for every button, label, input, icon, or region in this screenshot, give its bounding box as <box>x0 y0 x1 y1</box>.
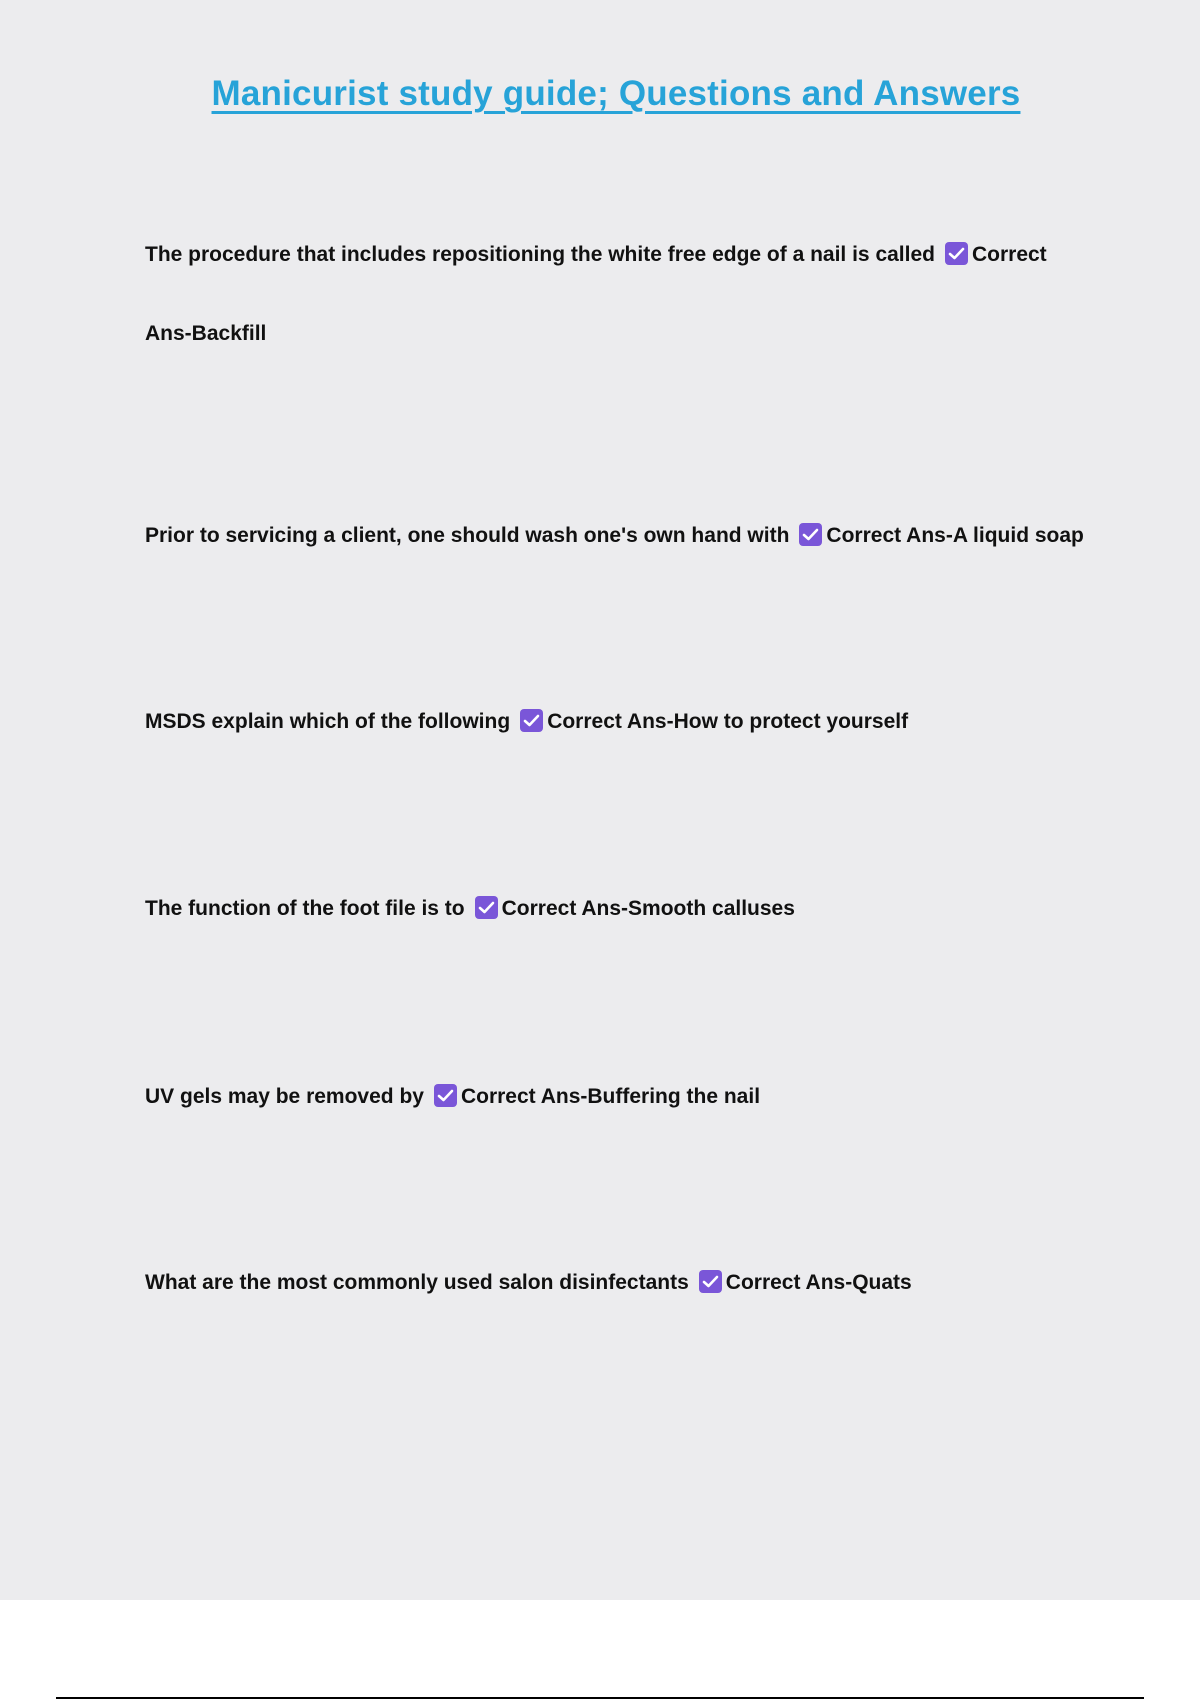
question-text: What are the most commonly used salon disinfectants <box>145 1271 689 1294</box>
qa-item <box>145 1058 1105 1136</box>
qa-line <box>145 870 1105 948</box>
answer-text: Correct Ans-A liquid soap <box>826 524 1084 547</box>
qa-item <box>145 870 1105 948</box>
qa-line <box>145 683 1105 761</box>
checkbox-checked-icon <box>799 523 822 546</box>
answer-text: Correct Ans-Quats <box>725 1271 912 1294</box>
question-text: The function of the foot file is to <box>145 897 465 920</box>
qa-item <box>145 215 1105 373</box>
answer-text: Ans-Backfill <box>145 322 267 345</box>
qa-item <box>145 497 1105 575</box>
checkbox-checked-icon <box>520 709 543 732</box>
answer-text: Correct Ans-How to protect yourself <box>547 710 909 733</box>
qa-line <box>145 215 1105 294</box>
qa-line <box>145 1244 1105 1322</box>
answer-text: Correct Ans-Buffering the nail <box>460 1085 761 1108</box>
question-text: The procedure that includes repositioning the white free edge of a nail is called <box>145 243 935 266</box>
question-text: UV gels may be removed by <box>145 1085 424 1108</box>
qa-line <box>145 1058 1105 1136</box>
answer-text: Correct <box>971 243 1047 266</box>
checkbox-checked-icon <box>945 242 968 265</box>
question-text: Prior to servicing a client, one should wash one's own hand with <box>145 524 790 547</box>
checkbox-checked-icon <box>475 896 498 919</box>
checkbox-checked-icon <box>699 1270 722 1293</box>
question-text: MSDS explain which of the following <box>145 710 511 733</box>
answer-text: Correct Ans-Smooth calluses <box>501 897 795 920</box>
document-title: Manicurist study guide; Questions and Answers <box>211 74 1021 113</box>
footer-divider <box>56 1697 1144 1699</box>
checkbox-checked-icon <box>434 1084 457 1107</box>
qa-line <box>145 497 1105 575</box>
qa-item <box>145 683 1105 761</box>
qa-item <box>145 1244 1105 1322</box>
